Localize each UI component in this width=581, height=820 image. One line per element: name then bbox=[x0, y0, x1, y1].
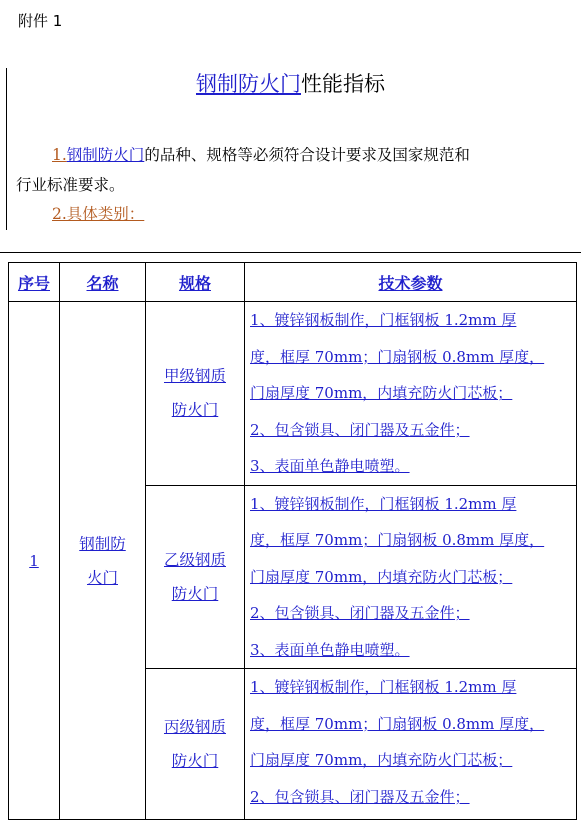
param-line: 度，框厚 70mm；门扇钢板 0.8mm 厚度， bbox=[250, 714, 545, 733]
table-row bbox=[9, 302, 577, 486]
title-rest: 性能指标 bbox=[301, 72, 385, 96]
table-header-row bbox=[9, 263, 577, 302]
param-line: 1、镀锌钢板制作，门框钢板 1.2mm 厚 bbox=[250, 494, 517, 513]
intro-text-2: 行业标准要求。 bbox=[16, 176, 125, 194]
param-line: 度，框厚 70mm；门扇钢板 0.8mm 厚度， bbox=[250, 347, 545, 366]
spec-cell bbox=[146, 485, 245, 669]
params-cell bbox=[245, 669, 577, 820]
spec-line: 防火门 bbox=[171, 401, 219, 420]
product-name-line: 火门 bbox=[86, 568, 118, 587]
row-index-cell: 1 bbox=[9, 302, 60, 820]
spec-line: 丙级钢质 bbox=[163, 718, 226, 736]
param-line: 3、表面单色静电喷塑。 bbox=[250, 640, 410, 659]
header-params: 技术参数 bbox=[245, 263, 577, 302]
page-title bbox=[0, 68, 581, 98]
param-line: 3、表面单色静电喷塑。 bbox=[250, 457, 410, 475]
product-name-line: 钢制防 bbox=[79, 534, 126, 553]
param-line: 2、包含锁具、闭门器及五金件； bbox=[250, 787, 470, 806]
params-cell bbox=[245, 485, 577, 669]
intro-link[interactable]: 钢制防火门 bbox=[66, 146, 145, 164]
intro-number: 1. bbox=[52, 146, 67, 164]
spec-line: 防火门 bbox=[171, 584, 219, 603]
spec-line: 乙级钢质 bbox=[163, 550, 226, 569]
spec-table bbox=[8, 262, 577, 820]
param-line: 1、镀锌钢板制作，门框钢板 1.2mm 厚 bbox=[250, 678, 517, 696]
header-index: 序号 bbox=[9, 263, 60, 302]
title-link[interactable]: 钢制防火门 bbox=[196, 72, 301, 96]
param-line: 2、包含锁具、闭门器及五金件； bbox=[250, 420, 470, 439]
param-line: 门扇厚度 70mm，内填充防火门芯板； bbox=[250, 751, 513, 769]
attachment-label: 附件 1 bbox=[18, 12, 63, 30]
param-line: 度，框厚 70mm；门扇钢板 0.8mm 厚度， bbox=[250, 531, 545, 549]
param-line: 1、镀锌钢板制作，门框钢板 1.2mm 厚 bbox=[250, 311, 517, 329]
param-line: 2、包含锁具、闭门器及五金件； bbox=[250, 604, 470, 622]
param-line: 门扇厚度 70mm，内填充防火门芯板； bbox=[250, 384, 513, 402]
params-cell bbox=[245, 302, 577, 486]
param-line: 门扇厚度 70mm，内填充防火门芯板； bbox=[250, 567, 513, 586]
header-spec: 规格 bbox=[146, 263, 245, 302]
table-top-rule bbox=[0, 252, 581, 253]
spec-line: 甲级钢质 bbox=[163, 367, 226, 386]
header-name: 名称 bbox=[60, 263, 146, 302]
spec-cell bbox=[146, 669, 245, 820]
section-2-heading: 2.具体类别： bbox=[52, 205, 145, 223]
intro-paragraph bbox=[16, 140, 572, 200]
intro-text-1: 的品种、规格等必须符合设计要求及国家规范和 bbox=[144, 146, 470, 164]
spec-cell bbox=[146, 302, 245, 486]
product-name-cell bbox=[60, 302, 146, 820]
spec-line: 防火门 bbox=[171, 752, 219, 770]
